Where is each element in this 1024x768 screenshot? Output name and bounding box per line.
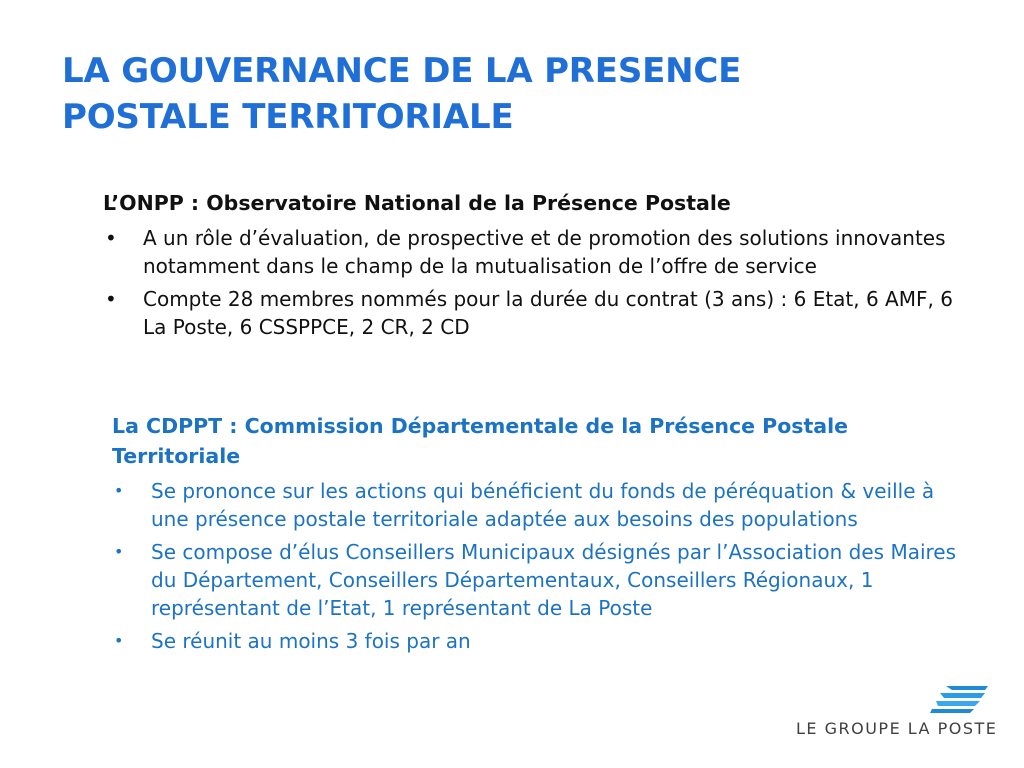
- onpp-bullet-item: [103, 285, 973, 341]
- cdppt-section: [112, 411, 962, 660]
- bullet-icon: •: [105, 226, 117, 250]
- cdppt-heading: La CDPPT : Commission Départementale de la Présence Postale Territoriale: [112, 414, 849, 468]
- slide-title-line-2: POSTALE TERRITORIALE: [62, 97, 514, 137]
- bullet-icon: •: [114, 481, 124, 500]
- bullet-icon: •: [105, 287, 117, 311]
- la-poste-logo: [790, 684, 1000, 744]
- cdppt-bullet-text: Se réunit au moins 3 fois par an: [151, 629, 471, 653]
- bullet-icon: •: [114, 631, 124, 650]
- cdppt-bullet-text: Se compose d’élus Conseillers Municipaux désignés par l’Association des Maires du Département, Conseillers Départementaux, Conseillers Régionaux, 1 représentant de l’Etat, 1 représentant de La Poste: [151, 540, 957, 620]
- cdppt-bullet-item: [112, 477, 962, 533]
- cdppt-bullet-list: [112, 477, 962, 655]
- onpp-bullet-text: A un rôle d’évaluation, de prospective et de promotion des solutions innovantes notamment dans le champ de la mutualisation de l’offre de service: [143, 226, 946, 278]
- cdppt-bullet-item: [112, 627, 962, 655]
- bullet-icon: •: [114, 542, 124, 561]
- onpp-heading: L’ONPP : Observatoire National de la Présence Postale: [103, 191, 731, 215]
- cdppt-bullet-text: Se prononce sur les actions qui bénéficient du fonds de péréquation & veille à une présence postale territoriale adaptée aux besoins des populations: [151, 479, 935, 531]
- slide-title: [62, 48, 962, 140]
- la-poste-swoosh-icon: [930, 684, 992, 714]
- onpp-bullet-list: [103, 224, 973, 341]
- onpp-bullet-text: Compte 28 membres nommés pour la durée du contrat (3 ans) : 6 Etat, 6 AMF, 6 La Poste, 6 CSSPPCE, 2 CR, 2 CD: [143, 287, 953, 339]
- onpp-section: [103, 188, 973, 346]
- logo-text: LE GROUPE LA POSTE: [796, 719, 998, 738]
- onpp-bullet-item: [103, 224, 973, 280]
- cdppt-bullet-item: [112, 538, 962, 622]
- slide-title-line-1: LA GOUVERNANCE DE LA PRESENCE: [62, 51, 742, 91]
